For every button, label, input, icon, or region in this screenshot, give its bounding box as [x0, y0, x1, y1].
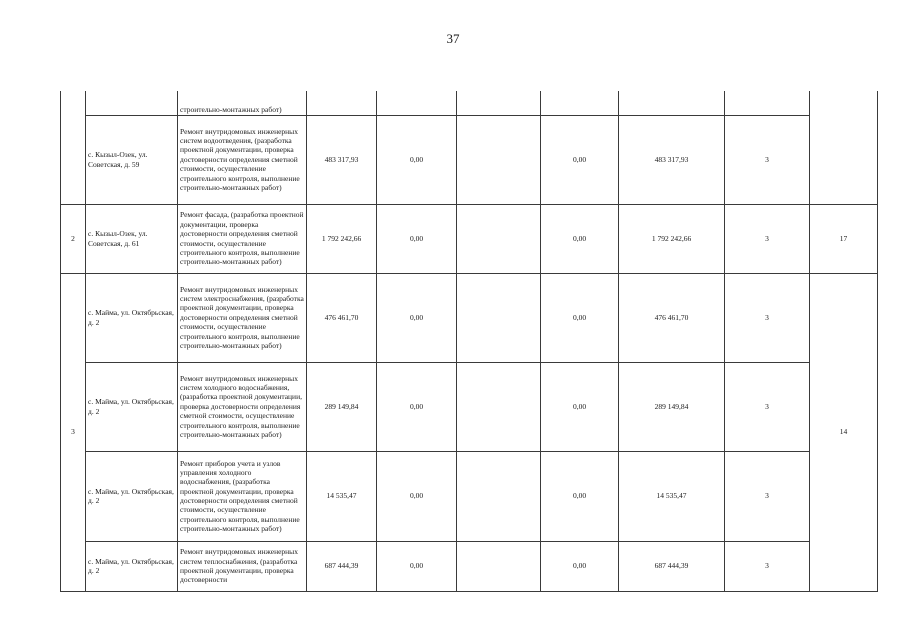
- empty-cell: [457, 91, 541, 115]
- total-cost-cell: 476 461,70: [307, 273, 377, 362]
- capital-repair-table: [60, 91, 878, 592]
- table-row: [61, 541, 878, 591]
- address-cell: с. Майма, ул. Октябрьская, д. 2: [86, 362, 178, 451]
- table-row: [61, 204, 878, 273]
- group-cell: [810, 91, 878, 204]
- empty-cell: [457, 541, 541, 591]
- term-cell: 3: [725, 451, 810, 541]
- row-number-cell: 3: [61, 273, 86, 591]
- term-cell: 3: [725, 362, 810, 451]
- term-cell: [725, 91, 810, 115]
- empty-cell: [457, 115, 541, 204]
- cost-cell: 1 792 242,66: [619, 204, 725, 273]
- total-cost-cell: 483 317,93: [307, 115, 377, 204]
- cost-cell: [619, 91, 725, 115]
- cost-cell: 0,00: [541, 273, 619, 362]
- work-cell: Ремонт внутридомовых инженерных систем водоотведения, (разработка проектной документации, проверка достоверности определения сметной стоимости, осуществление строительного контроля, выполнение строительно-монтажных работ): [178, 115, 307, 204]
- total-cost-cell: 14 535,47: [307, 451, 377, 541]
- term-cell: 3: [725, 115, 810, 204]
- cost-cell: 476 461,70: [619, 273, 725, 362]
- total-cost-cell: 1 792 242,66: [307, 204, 377, 273]
- cost-cell: 0,00: [541, 115, 619, 204]
- row-number-cell: [61, 91, 86, 204]
- cost-cell: 0,00: [541, 204, 619, 273]
- empty-cell: [457, 451, 541, 541]
- total-cost-cell: 289 149,84: [307, 362, 377, 451]
- cost-cell: 0,00: [377, 204, 457, 273]
- cost-cell: 0,00: [541, 541, 619, 591]
- cost-cell: 0,00: [377, 115, 457, 204]
- cost-cell: 289 149,84: [619, 362, 725, 451]
- term-cell: 3: [725, 541, 810, 591]
- table-row: [61, 362, 878, 451]
- address-cell: с. Майма, ул. Октябрьская, д. 2: [86, 541, 178, 591]
- total-cost-cell: [307, 91, 377, 115]
- work-cell: Ремонт внутридомовых инженерных систем холодного водоснабжения, (разработка проектной документации, проверка достоверности определения сметной стоимости, осуществление строительного контроля, выполнение строительно-монтажных работ): [178, 362, 307, 451]
- empty-cell: [457, 362, 541, 451]
- cost-cell: [541, 91, 619, 115]
- cost-cell: 14 535,47: [619, 451, 725, 541]
- work-cell: Ремонт приборов учета и узлов управления холодного водоснабжения, (разработка проектной документации, проверка достоверности определения сметной стоимости, осуществление строительного контроля, выполнение строительно-монтажных работ): [178, 451, 307, 541]
- cost-cell: 0,00: [377, 362, 457, 451]
- address-cell: с. Кызыл-Озек, ул. Советская, д. 59: [86, 115, 178, 204]
- empty-cell: [457, 273, 541, 362]
- cost-cell: 687 444,39: [619, 541, 725, 591]
- page-number: 37: [446, 31, 460, 46]
- work-cell: Ремонт фасада, (разработка проектной документации, проверка достоверности определения сметной стоимости, осуществление строительного контроля, выполнение строительно-монтажных работ): [178, 204, 307, 273]
- cost-cell: 0,00: [377, 273, 457, 362]
- work-cell: строительно-монтажных работ): [178, 91, 307, 115]
- work-cell: Ремонт внутридомовых инженерных систем электроснабжения, (разработка проектной документации, проверка достоверности определения сметной стоимости, осуществление строительного контроля, выполнение строительно-монтажных работ): [178, 273, 307, 362]
- cost-cell: 0,00: [541, 451, 619, 541]
- cost-cell: [377, 91, 457, 115]
- term-cell: 3: [725, 204, 810, 273]
- address-cell: с. Кызыл-Озек, ул. Советская, д. 61: [86, 204, 178, 273]
- group-cell: 17: [810, 204, 878, 273]
- total-cost-cell: 687 444,39: [307, 541, 377, 591]
- address-cell: с. Майма, ул. Октябрьская, д. 2: [86, 451, 178, 541]
- cost-cell: 0,00: [377, 541, 457, 591]
- table-row: [61, 91, 878, 115]
- term-cell: 3: [725, 273, 810, 362]
- cost-cell: 0,00: [377, 451, 457, 541]
- cost-cell: 0,00: [541, 362, 619, 451]
- table-row: [61, 115, 878, 204]
- address-cell: с. Майма, ул. Октябрьская, д. 2: [86, 273, 178, 362]
- table-row: [61, 451, 878, 541]
- address-cell: [86, 91, 178, 115]
- row-number-cell: 2: [61, 204, 86, 273]
- table-row: [61, 273, 878, 362]
- cost-cell: 483 317,93: [619, 115, 725, 204]
- group-cell: 14: [810, 273, 878, 591]
- work-cell: Ремонт внутридомовых инженерных систем теплоснабжения, (разработка проектной документации, проверка достоверности: [178, 541, 307, 591]
- empty-cell: [457, 204, 541, 273]
